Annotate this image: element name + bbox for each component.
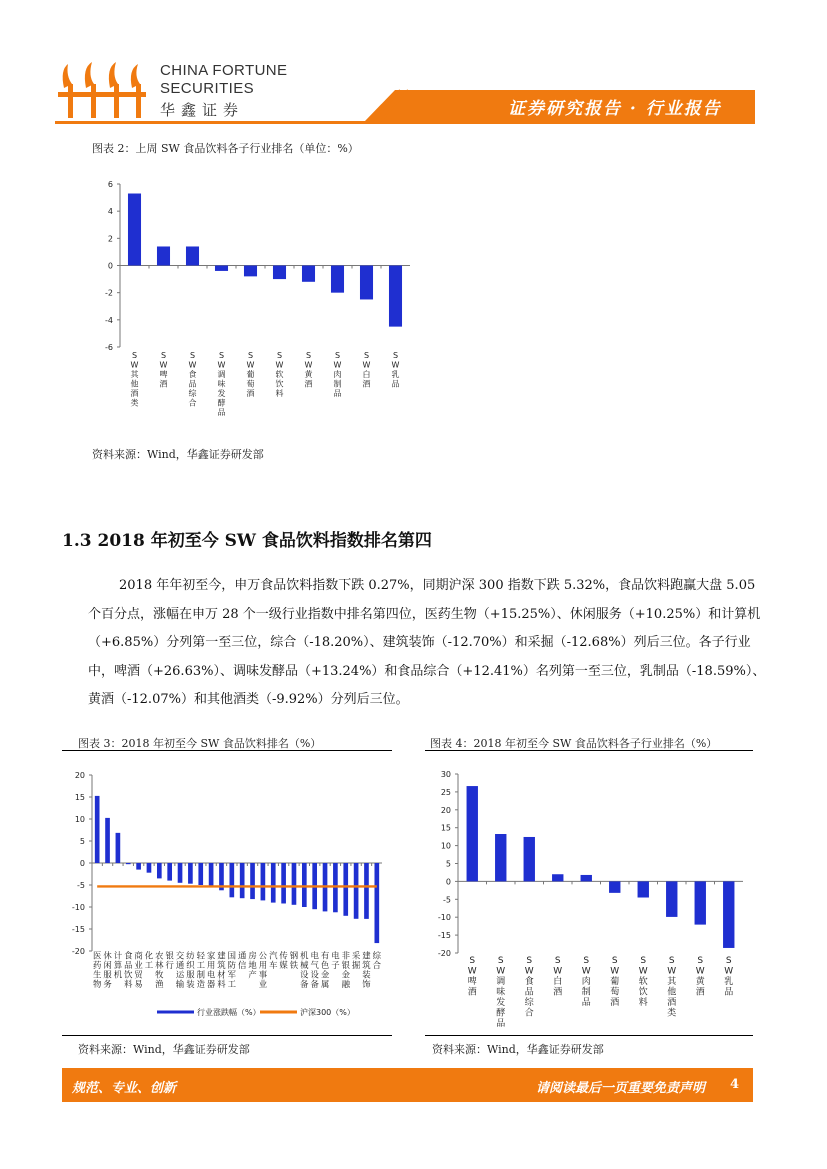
bar (638, 881, 649, 897)
bar (271, 863, 276, 903)
x-category-label: S W 其他酒类 (667, 956, 677, 1019)
x-category-label: 国防军工 (227, 950, 237, 989)
x-category-label: S W 其他酒类 (130, 351, 139, 408)
x-category-label: 综合 (372, 950, 382, 970)
bar (331, 266, 344, 293)
x-category-label: 房地产 (248, 950, 257, 980)
x-category-label: 食品饮料 (124, 950, 133, 989)
x-category-label: 医药生物 (92, 950, 102, 989)
x-category-label: 轻工制造 (196, 950, 205, 989)
x-category-label: S W 肉制品 (333, 351, 342, 398)
x-category-label: 通信 (237, 950, 247, 970)
x-category-label: S W 软饮料 (638, 956, 648, 1008)
figure-2-source: 资料来源：Wind，华鑫证券研发部 (92, 448, 264, 461)
bar (364, 863, 369, 919)
figure-2-caption: 图表 2：上周 SW 食品饮料各子行业排名（单位：%） (92, 142, 359, 155)
bar (215, 266, 228, 271)
y-tick-label: -2 (105, 288, 113, 298)
bar (552, 874, 563, 881)
x-category-label: 农林牧渔 (155, 950, 164, 989)
bar (167, 863, 172, 881)
bar (581, 875, 592, 881)
x-category-label: S W 白酒 (362, 351, 371, 389)
section-paragraph: 2018 年年初至今，申万食品饮料指数下跌 0.27%，同期沪深 300 指数下跌 5.32%，食品饮料跑赢大盘 5.05 个百分点，涨幅在申万 28 个一级行业指数中排名第四位，医药生物（+15.25%）、休闲服务（+10.25%）和计算机（+6.85%）分列第一至三位，综合（-18.20%）、建筑装饰（-12.70%）和采掘（-12.68%）列后三位。各子行业中，啤酒（+26.63%）、调味发酵品（+13.24%）和食品综合（+12.41%）名列第一至三位，乳制品（-18.59%）、黄酒（-12.07%）和其他酒类（-9.92%）分列后三位。 (88, 578, 766, 707)
bar (209, 863, 214, 887)
bar (467, 786, 478, 881)
x-category-label: 有色金属 (320, 950, 330, 989)
bar (273, 266, 286, 280)
chart-2 (78, 170, 438, 420)
x-category-label: 商业贸易 (134, 950, 143, 989)
bar (136, 863, 141, 870)
y-tick-label: 15 (74, 793, 85, 802)
bar (244, 266, 257, 277)
bar (198, 863, 203, 885)
y-tick-label: 25 (440, 787, 451, 797)
bar (360, 266, 373, 300)
x-category-label: S W 啤酒 (467, 956, 477, 998)
bar (302, 266, 315, 282)
bar (695, 881, 706, 924)
y-tick-label: -4 (105, 315, 113, 325)
bar (105, 818, 110, 863)
x-category-label: S W 葡萄酒 (610, 956, 620, 1008)
y-tick-label: -5 (77, 881, 85, 890)
x-category-label: 采掘 (351, 950, 361, 970)
x-category-label: S W 黄酒 (304, 351, 313, 389)
figure-3-bottom-rule (62, 1035, 392, 1036)
page-footer (62, 1068, 753, 1102)
report-type-title: 证券研究报告 · 行业报告 (508, 99, 722, 119)
bar (389, 266, 402, 327)
figure-3-source: 资料来源：Wind，华鑫证券研发部 (78, 1043, 250, 1056)
brand-line-1: CHINA FORTUNE (160, 62, 288, 79)
bar (261, 863, 266, 900)
y-tick-label: 20 (74, 771, 85, 780)
legend-label-industry: 行业涨跌幅（%） (197, 1008, 261, 1017)
x-category-label: S W 黄酒 (695, 956, 705, 998)
y-tick-label: 5 (79, 837, 85, 846)
y-tick-label: 10 (440, 841, 451, 851)
bar (666, 881, 677, 917)
figure-3-caption: 图表 3：2018 年初至今 SW 食品饮料排名（%） (78, 737, 322, 750)
page-header (0, 0, 827, 130)
x-category-label: S W 乳品 (724, 956, 734, 998)
y-tick-label: 4 (107, 207, 113, 217)
y-tick-label: -20 (71, 947, 85, 956)
chart-3 (62, 760, 392, 1028)
brand-chinese: 华鑫证券 (160, 101, 245, 119)
bar (495, 834, 506, 881)
x-category-label: 银行 (165, 950, 174, 970)
bar (95, 796, 100, 863)
x-category-label: 公用事业 (258, 950, 268, 989)
x-category-label: 非银金融 (341, 950, 350, 989)
bar (354, 863, 359, 919)
bar (128, 194, 141, 266)
bar (343, 863, 348, 916)
y-tick-label: -5 (443, 895, 451, 905)
y-tick-label: 5 (445, 859, 451, 869)
bar (723, 881, 734, 948)
x-category-label: 建筑材料 (217, 950, 226, 989)
x-category-label: 建筑装饰 (362, 950, 371, 989)
figure-4-top-rule (425, 750, 753, 751)
x-category-label: 计算机 (113, 950, 123, 980)
y-tick-label: 20 (440, 805, 451, 815)
page-number: 4 (729, 1077, 739, 1092)
bar (609, 881, 620, 892)
bar (126, 863, 131, 864)
bar (374, 863, 379, 943)
x-category-label: 休闲服务 (103, 950, 112, 989)
bar (302, 863, 307, 907)
y-tick-label: -20 (437, 949, 451, 958)
bar (250, 863, 255, 899)
x-category-label: S W 食品综合 (524, 956, 534, 1019)
y-tick-label: -10 (71, 903, 85, 912)
x-category-label: S W 调味发酵品 (217, 351, 226, 417)
section-heading: 1.3 2018 年初至今 SW 食品饮料指数排名第四 (62, 531, 432, 551)
bar (178, 863, 183, 883)
y-tick-label: -10 (437, 913, 451, 923)
x-category-label: S W 白酒 (553, 956, 563, 998)
x-category-label: 交通运输 (175, 950, 185, 989)
bar (157, 863, 162, 878)
x-category-label: 汽车 (269, 950, 278, 970)
y-tick-label: -15 (71, 925, 85, 934)
x-category-label: 钢铁 (289, 950, 299, 970)
bar (229, 863, 234, 897)
figure-4-source: 资料来源：Wind，华鑫证券研发部 (432, 1043, 604, 1056)
x-category-label: S W 肉制品 (581, 956, 591, 1008)
x-category-label: 传媒 (279, 950, 288, 970)
y-tick-label: -6 (105, 343, 113, 352)
figure-3-top-rule (62, 750, 392, 751)
bar (333, 863, 338, 912)
x-category-label: 电气设备 (310, 950, 319, 989)
chart-4 (425, 760, 753, 1028)
x-category-label: S W 乳品 (391, 351, 400, 389)
bar (281, 863, 286, 903)
x-category-label: 家用电器 (206, 950, 216, 989)
bar (524, 837, 535, 881)
y-tick-label: 0 (445, 877, 451, 887)
y-tick-label: 2 (107, 234, 113, 244)
y-tick-label: -15 (437, 931, 451, 941)
x-category-label: S W 葡萄酒 (246, 351, 255, 398)
figure-4-bottom-rule (425, 1035, 753, 1036)
y-tick-label: 0 (107, 261, 113, 271)
footer-disclaimer-note: 请阅读最后一页重要免责声明 (535, 1081, 705, 1096)
y-tick-label: 15 (440, 823, 451, 833)
x-category-label: S W 软饮料 (275, 351, 284, 398)
x-category-label: 机械设备 (300, 950, 309, 989)
bar (188, 863, 193, 884)
y-tick-label: 0 (79, 859, 85, 868)
x-category-label: S W 食品综合 (188, 351, 197, 408)
x-category-label: 纺织服装 (186, 950, 195, 989)
x-category-label: S W 调味发酵品 (496, 956, 506, 1028)
y-tick-label: 10 (74, 815, 85, 824)
y-tick-label: 6 (107, 180, 113, 189)
bar (157, 246, 170, 265)
footer-motto: 规范、专业、创新 (72, 1081, 177, 1096)
x-category-label: S W 啤酒 (159, 351, 168, 389)
bar (147, 863, 152, 873)
figure-4-caption: 图表 4：2018 年初至今 SW 食品饮料各子行业排名（%） (430, 737, 718, 750)
legend-label-hs300: 沪深300（%） (300, 1008, 355, 1017)
bar (116, 833, 121, 863)
x-category-label: 化工 (144, 950, 154, 970)
bar (186, 246, 199, 265)
x-category-label: 电子 (331, 950, 340, 970)
bar (292, 863, 297, 905)
y-tick-label: 30 (440, 770, 451, 779)
bar (240, 863, 245, 898)
brand-line-2: SECURITIES (160, 80, 255, 97)
